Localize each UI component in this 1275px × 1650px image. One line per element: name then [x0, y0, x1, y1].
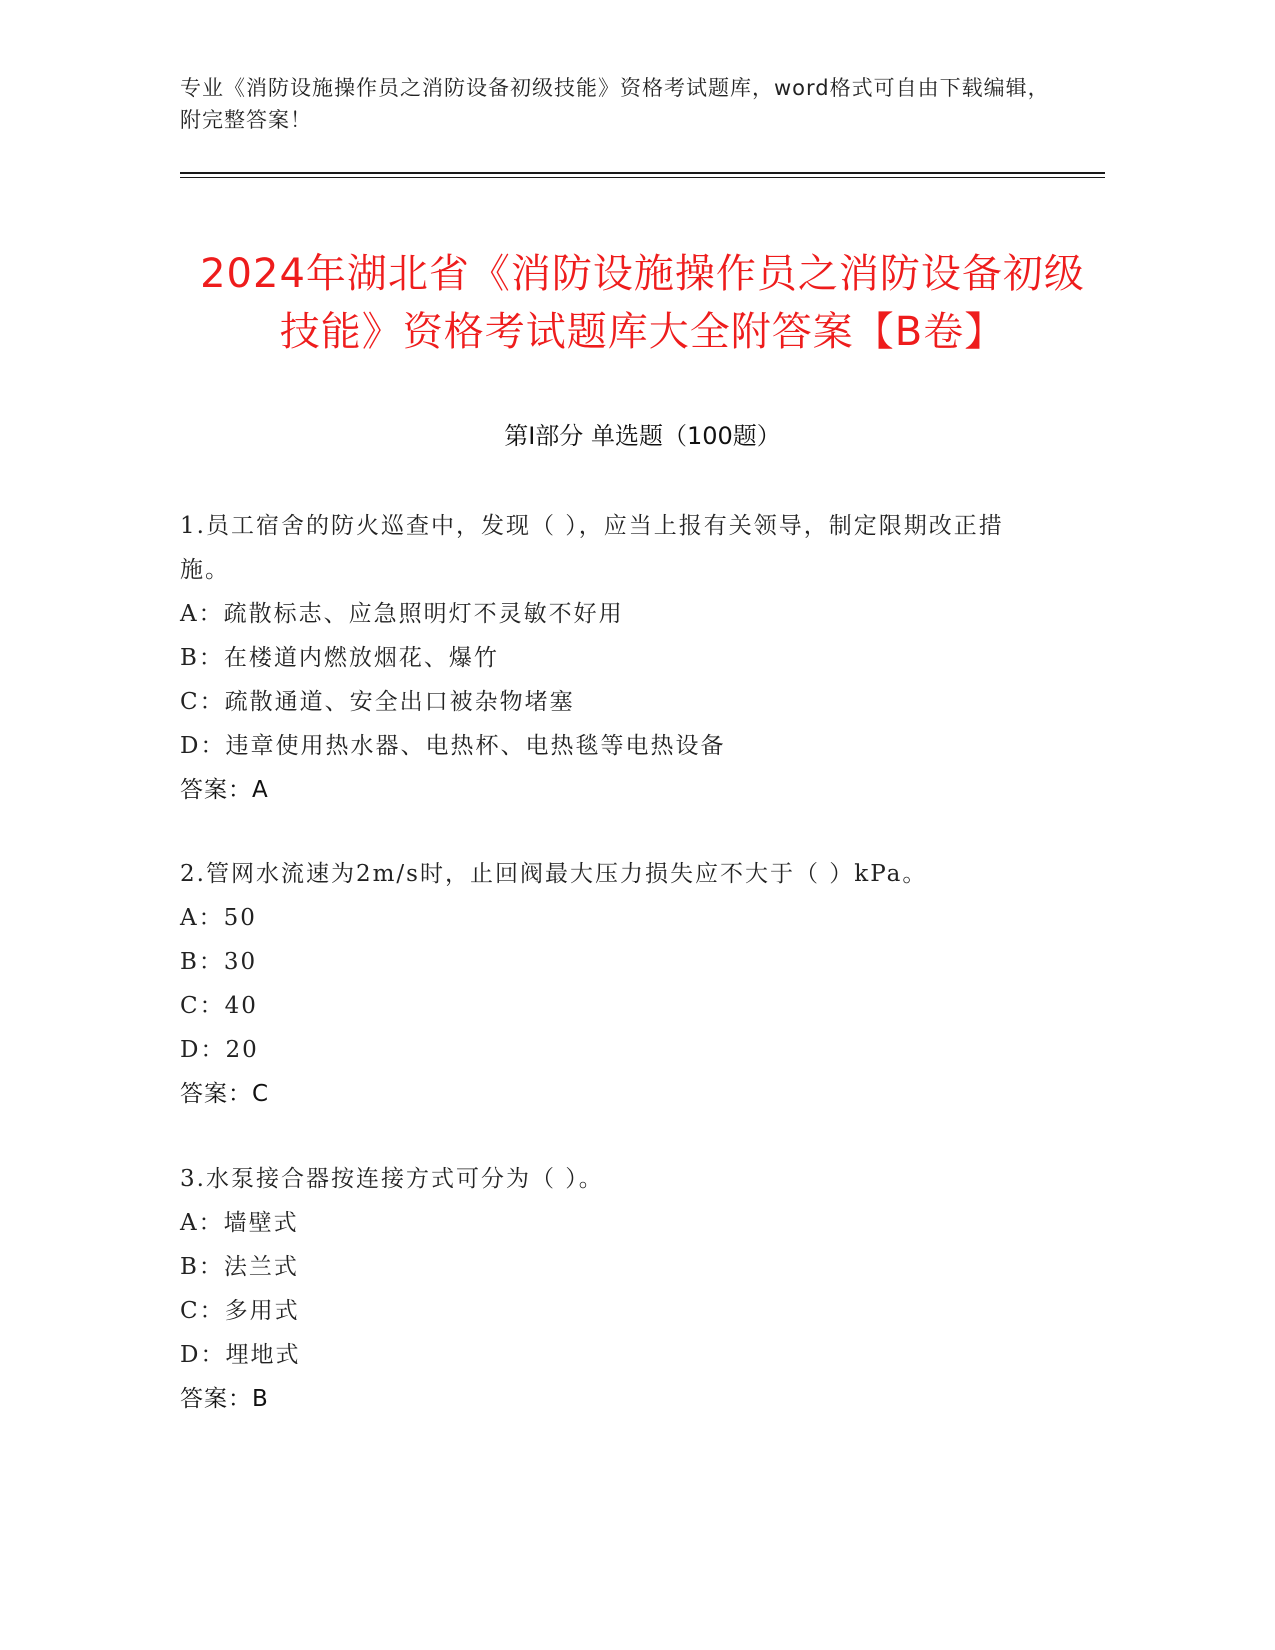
option-a: A：疏散标志、应急照明灯不灵敏不好用	[180, 601, 624, 627]
option-c: C：多用式	[180, 1298, 300, 1324]
section-heading: 第I部分 单选题（100题）	[504, 422, 781, 450]
option-d: D：违章使用热水器、电热杯、电热毯等电热设备	[180, 733, 726, 759]
question-2	[180, 852, 1050, 1116]
page-title: 2024年湖北省《消防设施操作员之消防设备初级技能》资格考试题库大全附答案【B卷】	[200, 250, 1085, 355]
option-b: B：在楼道内燃放烟花、爆竹	[180, 645, 499, 671]
question-stem: 1.员工宿舍的防火巡查中，发现（ ），应当上报有关领导，制定限期改正措施。	[180, 513, 1004, 583]
option-d: D：埋地式	[180, 1342, 301, 1368]
answer-line: 答案：B	[180, 1386, 269, 1412]
header-note: 专业《消防设施操作员之消防设备初级技能》资格考试题库，word格式可自由下载编辑，附完整答案！	[180, 76, 1050, 132]
option-c: C：40	[180, 993, 258, 1019]
question-3	[180, 1157, 1050, 1421]
option-a: A：50	[180, 905, 257, 931]
option-b: B：法兰式	[180, 1254, 299, 1280]
question-1	[180, 504, 1050, 812]
option-b: B：30	[180, 949, 258, 975]
option-d: D：20	[180, 1037, 259, 1063]
question-stem: 2.管网水流速为2m/s时，止回阀最大压力损失应不大于（ ）kPa。	[180, 861, 928, 887]
answer-line: 答案：A	[180, 777, 269, 803]
option-a: A：墙壁式	[180, 1210, 299, 1236]
header-divider	[180, 172, 1105, 178]
answer-line: 答案：C	[180, 1081, 270, 1107]
question-stem: 3.水泵接合器按连接方式可分为（ ）。	[180, 1166, 604, 1192]
option-c: C：疏散通道、安全出口被杂物堵塞	[180, 689, 575, 715]
